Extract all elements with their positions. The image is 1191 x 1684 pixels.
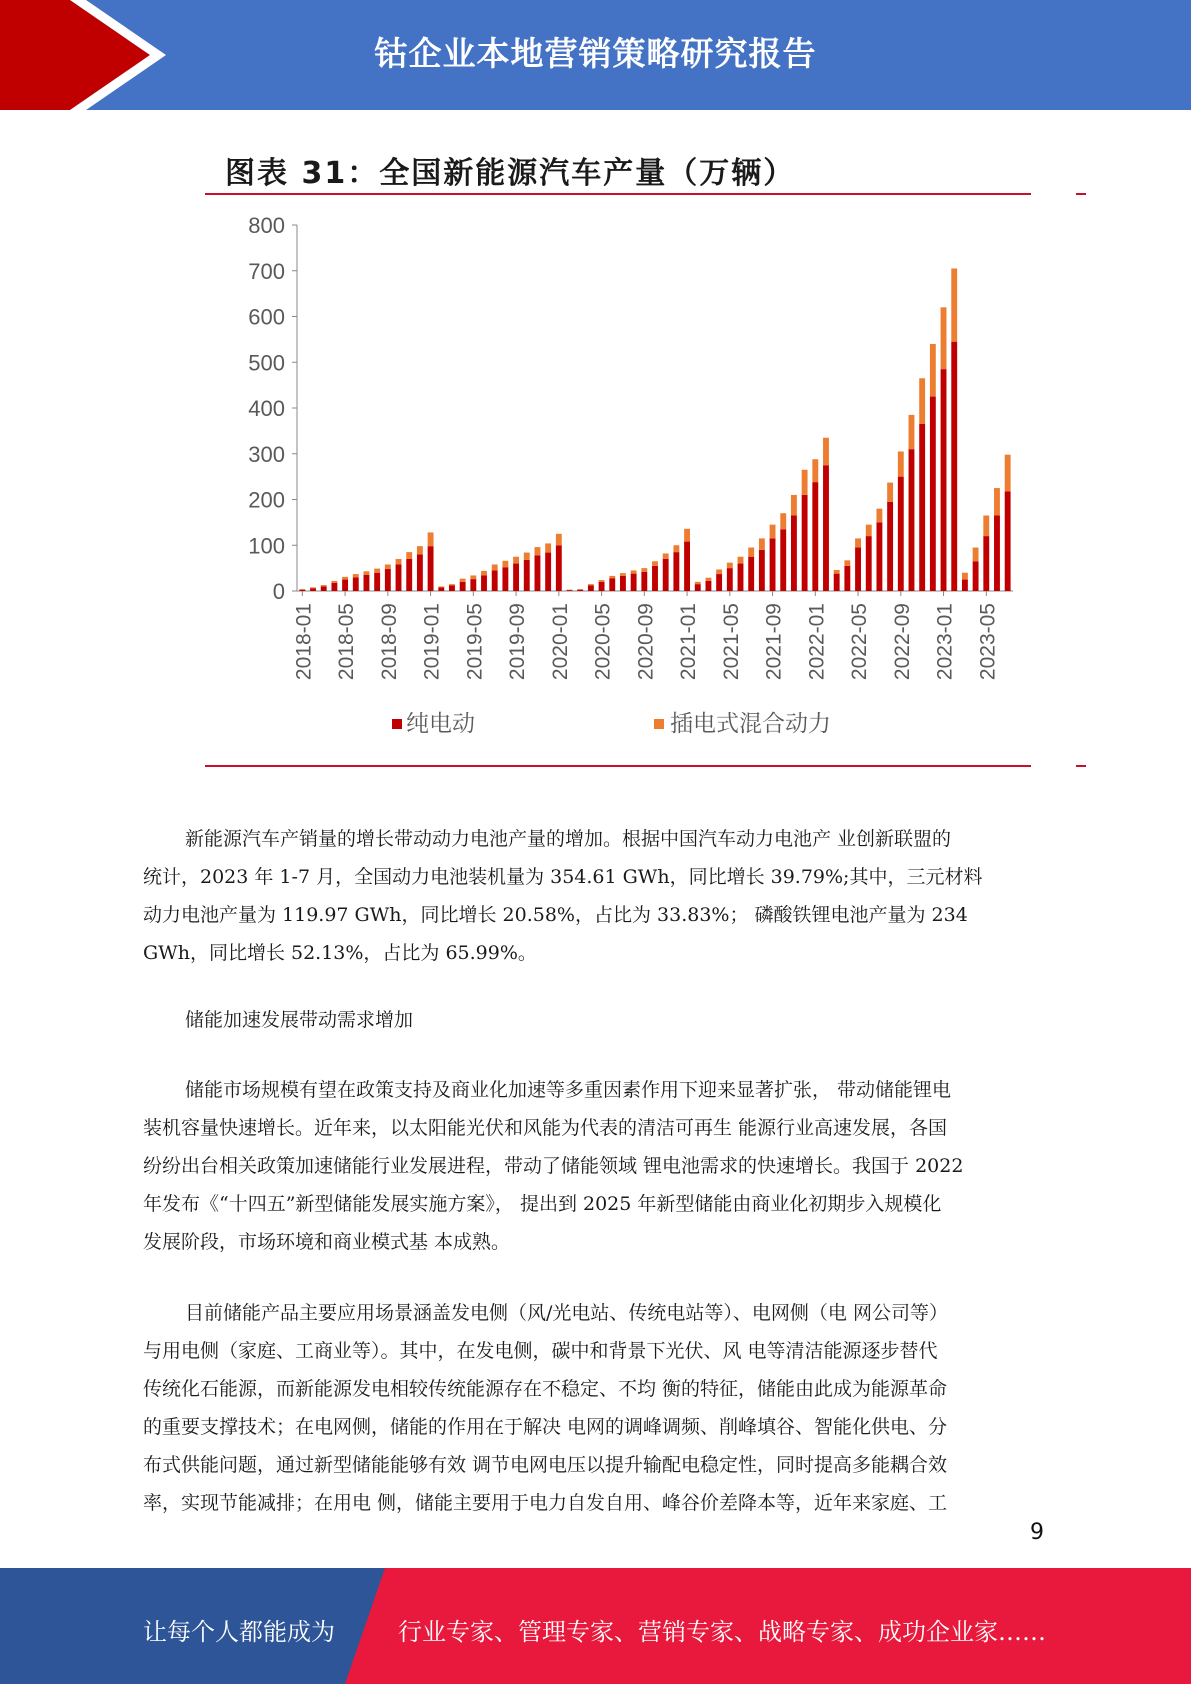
figure-top-rule-tick <box>1076 193 1086 195</box>
bar-phev <box>588 584 594 585</box>
bar-phev <box>321 585 327 586</box>
bar-phev <box>716 569 722 574</box>
text-line: 动力电池产量为 119.97 GWh，同比增长 20.58%，占比为 33.83%； 磷酸铁锂电池产量为 234 <box>143 904 968 926</box>
bar-phev <box>738 557 744 564</box>
bar-bev <box>973 561 979 591</box>
bar-phev <box>866 525 872 536</box>
footer-slogan-right: 行业专家、管理专家、营销专家、战略专家、成功企业家…… <box>398 1618 1046 1646</box>
text-line: 的重要支撑技术；在电网侧，储能的作用在于解决 电网的调峰调频、削峰填谷、智能化供电、分 <box>143 1416 948 1438</box>
bar-bev <box>738 564 744 591</box>
bar-phev <box>909 415 915 449</box>
bar-phev <box>684 529 690 542</box>
bar-bev <box>513 564 519 591</box>
x-tick-label: 2020-05 <box>591 603 615 681</box>
bar-phev <box>535 547 541 555</box>
bar-bev <box>535 555 541 591</box>
bar-bev <box>428 546 434 591</box>
bar-phev <box>812 459 818 482</box>
y-tick-label: 0 <box>272 579 285 604</box>
bar-bev <box>770 538 776 591</box>
bar-phev <box>470 575 476 579</box>
report-title: 钴企业本地营销策略研究报告 <box>374 34 817 73</box>
bar-bev <box>727 568 733 591</box>
bar-bev <box>716 574 722 591</box>
text-line: 发展阶段，市场环境和商业模式基 本成熟。 <box>143 1231 511 1253</box>
x-tick-label: 2019-09 <box>506 603 530 681</box>
bar-phev <box>973 548 979 562</box>
bar-bev <box>492 570 498 591</box>
bar-bev <box>930 397 936 591</box>
bar-phev <box>770 525 776 539</box>
bar-bev <box>791 516 797 591</box>
page-number: 9 <box>1030 1520 1044 1545</box>
bar-bev <box>802 495 808 591</box>
paragraph-storage-market <box>143 1071 1048 1261</box>
bar-phev <box>492 564 498 570</box>
bar-bev <box>941 369 947 591</box>
bar-phev <box>599 580 605 582</box>
bar-phev <box>545 543 551 552</box>
bar-phev <box>513 557 519 564</box>
bar-bev <box>417 554 423 591</box>
bar-bev <box>396 564 402 591</box>
bar-phev <box>641 568 647 572</box>
bar-bev <box>898 477 904 591</box>
bar-phev <box>438 586 444 587</box>
bar-bev <box>470 579 476 591</box>
text-line: 新能源汽车产销量的增长带动动力电池产量的增加。根据中国汽车动力电池产 业创新联盟的 <box>185 828 952 850</box>
legend-swatch-bev <box>392 719 402 729</box>
bar-bev <box>823 465 829 591</box>
x-tick-label: 2023-01 <box>933 603 957 681</box>
y-tick-label: 800 <box>248 213 285 238</box>
y-tick-label: 700 <box>248 258 285 284</box>
bar-bev <box>962 580 968 591</box>
bar-phev <box>652 561 658 566</box>
bar-phev <box>919 378 925 424</box>
bar-bev <box>577 590 583 591</box>
bar-phev <box>663 553 669 558</box>
bar-phev <box>898 451 904 476</box>
x-tick-label: 2019-05 <box>463 603 487 681</box>
bar-bev <box>449 586 455 591</box>
bar-bev <box>545 553 551 591</box>
bar-bev <box>299 590 305 591</box>
bar-phev <box>673 545 679 552</box>
bar-bev <box>374 573 380 591</box>
text-line: 装机容量快速增长。近年来，以太阳能光伏和风能为代表的清洁可再生 能源行业高速发展，各国 <box>143 1117 948 1139</box>
bar-bev <box>353 577 359 591</box>
bar-bev <box>385 569 391 591</box>
bar-phev <box>748 548 754 557</box>
bar-bev <box>748 557 754 591</box>
bar-phev <box>759 538 765 549</box>
bar-bev <box>866 536 872 591</box>
bar-phev <box>802 470 808 495</box>
bar-bev <box>951 342 957 591</box>
text-line: 传统化石能源，而新能源发电相较传统能源存在不稳定、不均 衡的特征，储能由此成为能源革命 <box>143 1378 948 1400</box>
bar-bev <box>652 566 658 591</box>
bar-bev <box>631 574 637 591</box>
text-line: 统计，2023 年 1-7 月，全国动力电池装机量为 354.61 GWh，同比增长 39.79%;其中，三元材料 <box>143 866 983 888</box>
x-tick-label: 2018-01 <box>292 603 316 681</box>
bar-phev <box>609 576 615 578</box>
bar-phev <box>1005 455 1011 492</box>
bar-phev <box>887 483 893 502</box>
bar-phev <box>364 571 370 575</box>
bar-bev <box>620 576 626 591</box>
text-line: 储能市场规模有望在政策支持及商业化加速等多重因素作用下迎来显著扩张， 带动储能锂电 <box>185 1079 952 1101</box>
page-footer <box>0 1568 1191 1684</box>
x-tick-label: 2021-09 <box>762 603 786 681</box>
bar-bev <box>695 584 701 591</box>
bar-phev <box>855 538 861 547</box>
bar-phev <box>385 564 391 569</box>
bar-phev <box>396 559 402 564</box>
bar-bev <box>780 529 786 591</box>
bar-phev <box>930 344 936 397</box>
bar-bev <box>855 548 861 591</box>
x-tick-label: 2023-05 <box>976 603 1000 681</box>
bar-bev <box>909 449 915 591</box>
paragraph-heading <box>143 1001 1048 1039</box>
bar-bev <box>331 583 337 591</box>
bar-phev <box>502 561 508 567</box>
x-tick-label: 2018-05 <box>335 603 359 681</box>
bar-phev <box>353 574 359 577</box>
bar-phev <box>705 578 711 581</box>
text-line: 布式供能问题，通过新型储能能够有效 调节电网电压以提升输配电稳定性，同时提高多能耦合效 <box>143 1454 948 1476</box>
bar-bev <box>983 536 989 591</box>
legend-label-bev: 纯电动 <box>406 711 475 737</box>
bar-bev <box>406 559 412 591</box>
bar-bev <box>994 516 1000 591</box>
bar-bev <box>460 582 466 591</box>
x-tick-label: 2022-01 <box>805 603 829 681</box>
bar-phev <box>524 553 530 560</box>
bar-bev <box>812 482 818 591</box>
bar-phev <box>481 571 487 576</box>
text-line: GWh，同比增长 52.13%，占比为 65.99%。 <box>143 942 537 964</box>
x-tick-label: 2021-01 <box>677 603 701 681</box>
production-chart <box>200 205 1030 765</box>
bar-bev <box>567 590 573 591</box>
bar-phev <box>342 577 348 580</box>
bar-phev <box>620 573 626 576</box>
text-line: 纷纷出台相关政策加速储能行业发展进程，带动了储能领域 锂电池需求的快速增长。我国于 2022 <box>143 1155 964 1177</box>
bar-phev <box>951 268 957 341</box>
bar-bev <box>673 552 679 591</box>
bar-bev <box>364 575 370 591</box>
bar-phev <box>406 552 412 559</box>
figure-title: 图表 31：全国新能源汽车产量（万辆） <box>225 156 796 191</box>
footer-slogan-left: 让每个人都能成为 <box>143 1618 335 1646</box>
x-tick-label: 2020-09 <box>634 603 658 681</box>
bar-bev <box>609 578 615 591</box>
bar-phev <box>876 509 882 523</box>
paragraph-battery <box>143 820 1048 972</box>
y-tick-label: 300 <box>248 441 285 467</box>
x-tick-label: 2020-01 <box>548 603 572 681</box>
x-tick-label: 2019-01 <box>420 603 444 681</box>
bar-bev <box>1005 491 1011 591</box>
bar-bev <box>502 567 508 591</box>
bar-bev <box>342 580 348 591</box>
bar-phev <box>727 563 733 568</box>
text-line: 目前储能产品主要应用场景涵盖发电侧（风/光电站、传统电站等）、电网侧（电 网公司等） <box>185 1302 948 1324</box>
x-tick-label: 2022-09 <box>890 603 914 681</box>
bar-phev <box>983 516 989 537</box>
bar-bev <box>556 545 562 591</box>
bar-bev <box>844 566 850 591</box>
paragraph-applications <box>143 1294 1048 1522</box>
page-header <box>0 0 1191 110</box>
text-line: 率，实现节能减排；在用电 侧，储能主要用于电力自发自用、峰谷价差降本等，近年来家庭、工 <box>143 1492 948 1514</box>
bar-phev <box>417 546 423 554</box>
bar-bev <box>684 542 690 591</box>
bar-phev <box>449 584 455 585</box>
x-tick-label: 2022-05 <box>848 603 872 681</box>
bar-phev <box>374 569 380 573</box>
bar-phev <box>310 587 316 588</box>
bar-phev <box>823 438 829 465</box>
bar-phev <box>962 573 968 580</box>
bar-phev <box>780 513 786 529</box>
figure-top-rule <box>205 193 1031 195</box>
bar-phev <box>631 570 637 573</box>
y-tick-label: 400 <box>248 396 285 421</box>
text-line: 储能加速发展带动需求增加 <box>185 1009 414 1031</box>
bar-phev <box>941 307 947 369</box>
bar-bev <box>919 424 925 591</box>
text-line: 年发布《“十四五”新型储能发展实施方案》， 提出到 2025 年新型储能由商业化初期步入规模化 <box>143 1193 942 1215</box>
bar-phev <box>695 582 701 584</box>
bar-bev <box>705 581 711 591</box>
bar-bev <box>438 587 444 591</box>
bar-bev <box>663 559 669 591</box>
y-tick-label: 500 <box>248 350 285 376</box>
bar-bev <box>481 575 487 591</box>
bar-bev <box>524 560 530 591</box>
text-line: 与用电侧（家庭、工商业等）。其中，在发电侧，碳中和背景下光伏、风 电等清洁能源逐步替代 <box>143 1340 938 1362</box>
y-tick-label: 100 <box>248 533 285 559</box>
y-tick-label: 600 <box>248 304 285 330</box>
bar-phev <box>994 488 1000 515</box>
legend-swatch-phev <box>654 719 664 729</box>
bar-bev <box>310 588 316 591</box>
bar-phev <box>844 560 850 565</box>
bar-bev <box>759 550 765 591</box>
bar-phev <box>834 570 840 574</box>
legend-label-phev: 插电式混合动力 <box>670 711 831 737</box>
bar-bev <box>588 586 594 591</box>
bar-bev <box>834 574 840 591</box>
bar-bev <box>887 502 893 591</box>
bar-bev <box>599 582 605 591</box>
bar-phev <box>556 534 562 545</box>
x-tick-label: 2018-09 <box>377 603 401 681</box>
bar-phev <box>460 579 466 582</box>
bar-bev <box>876 522 882 591</box>
bar-bev <box>641 572 647 591</box>
bar-phev <box>791 495 797 516</box>
bar-phev <box>331 581 337 583</box>
bar-phev <box>428 532 434 546</box>
x-tick-label: 2021-05 <box>719 603 743 681</box>
figure-bottom-rule <box>205 765 1031 767</box>
y-tick-label: 200 <box>248 487 285 513</box>
figure-bottom-rule-tick <box>1076 765 1086 767</box>
bar-bev <box>321 586 327 591</box>
